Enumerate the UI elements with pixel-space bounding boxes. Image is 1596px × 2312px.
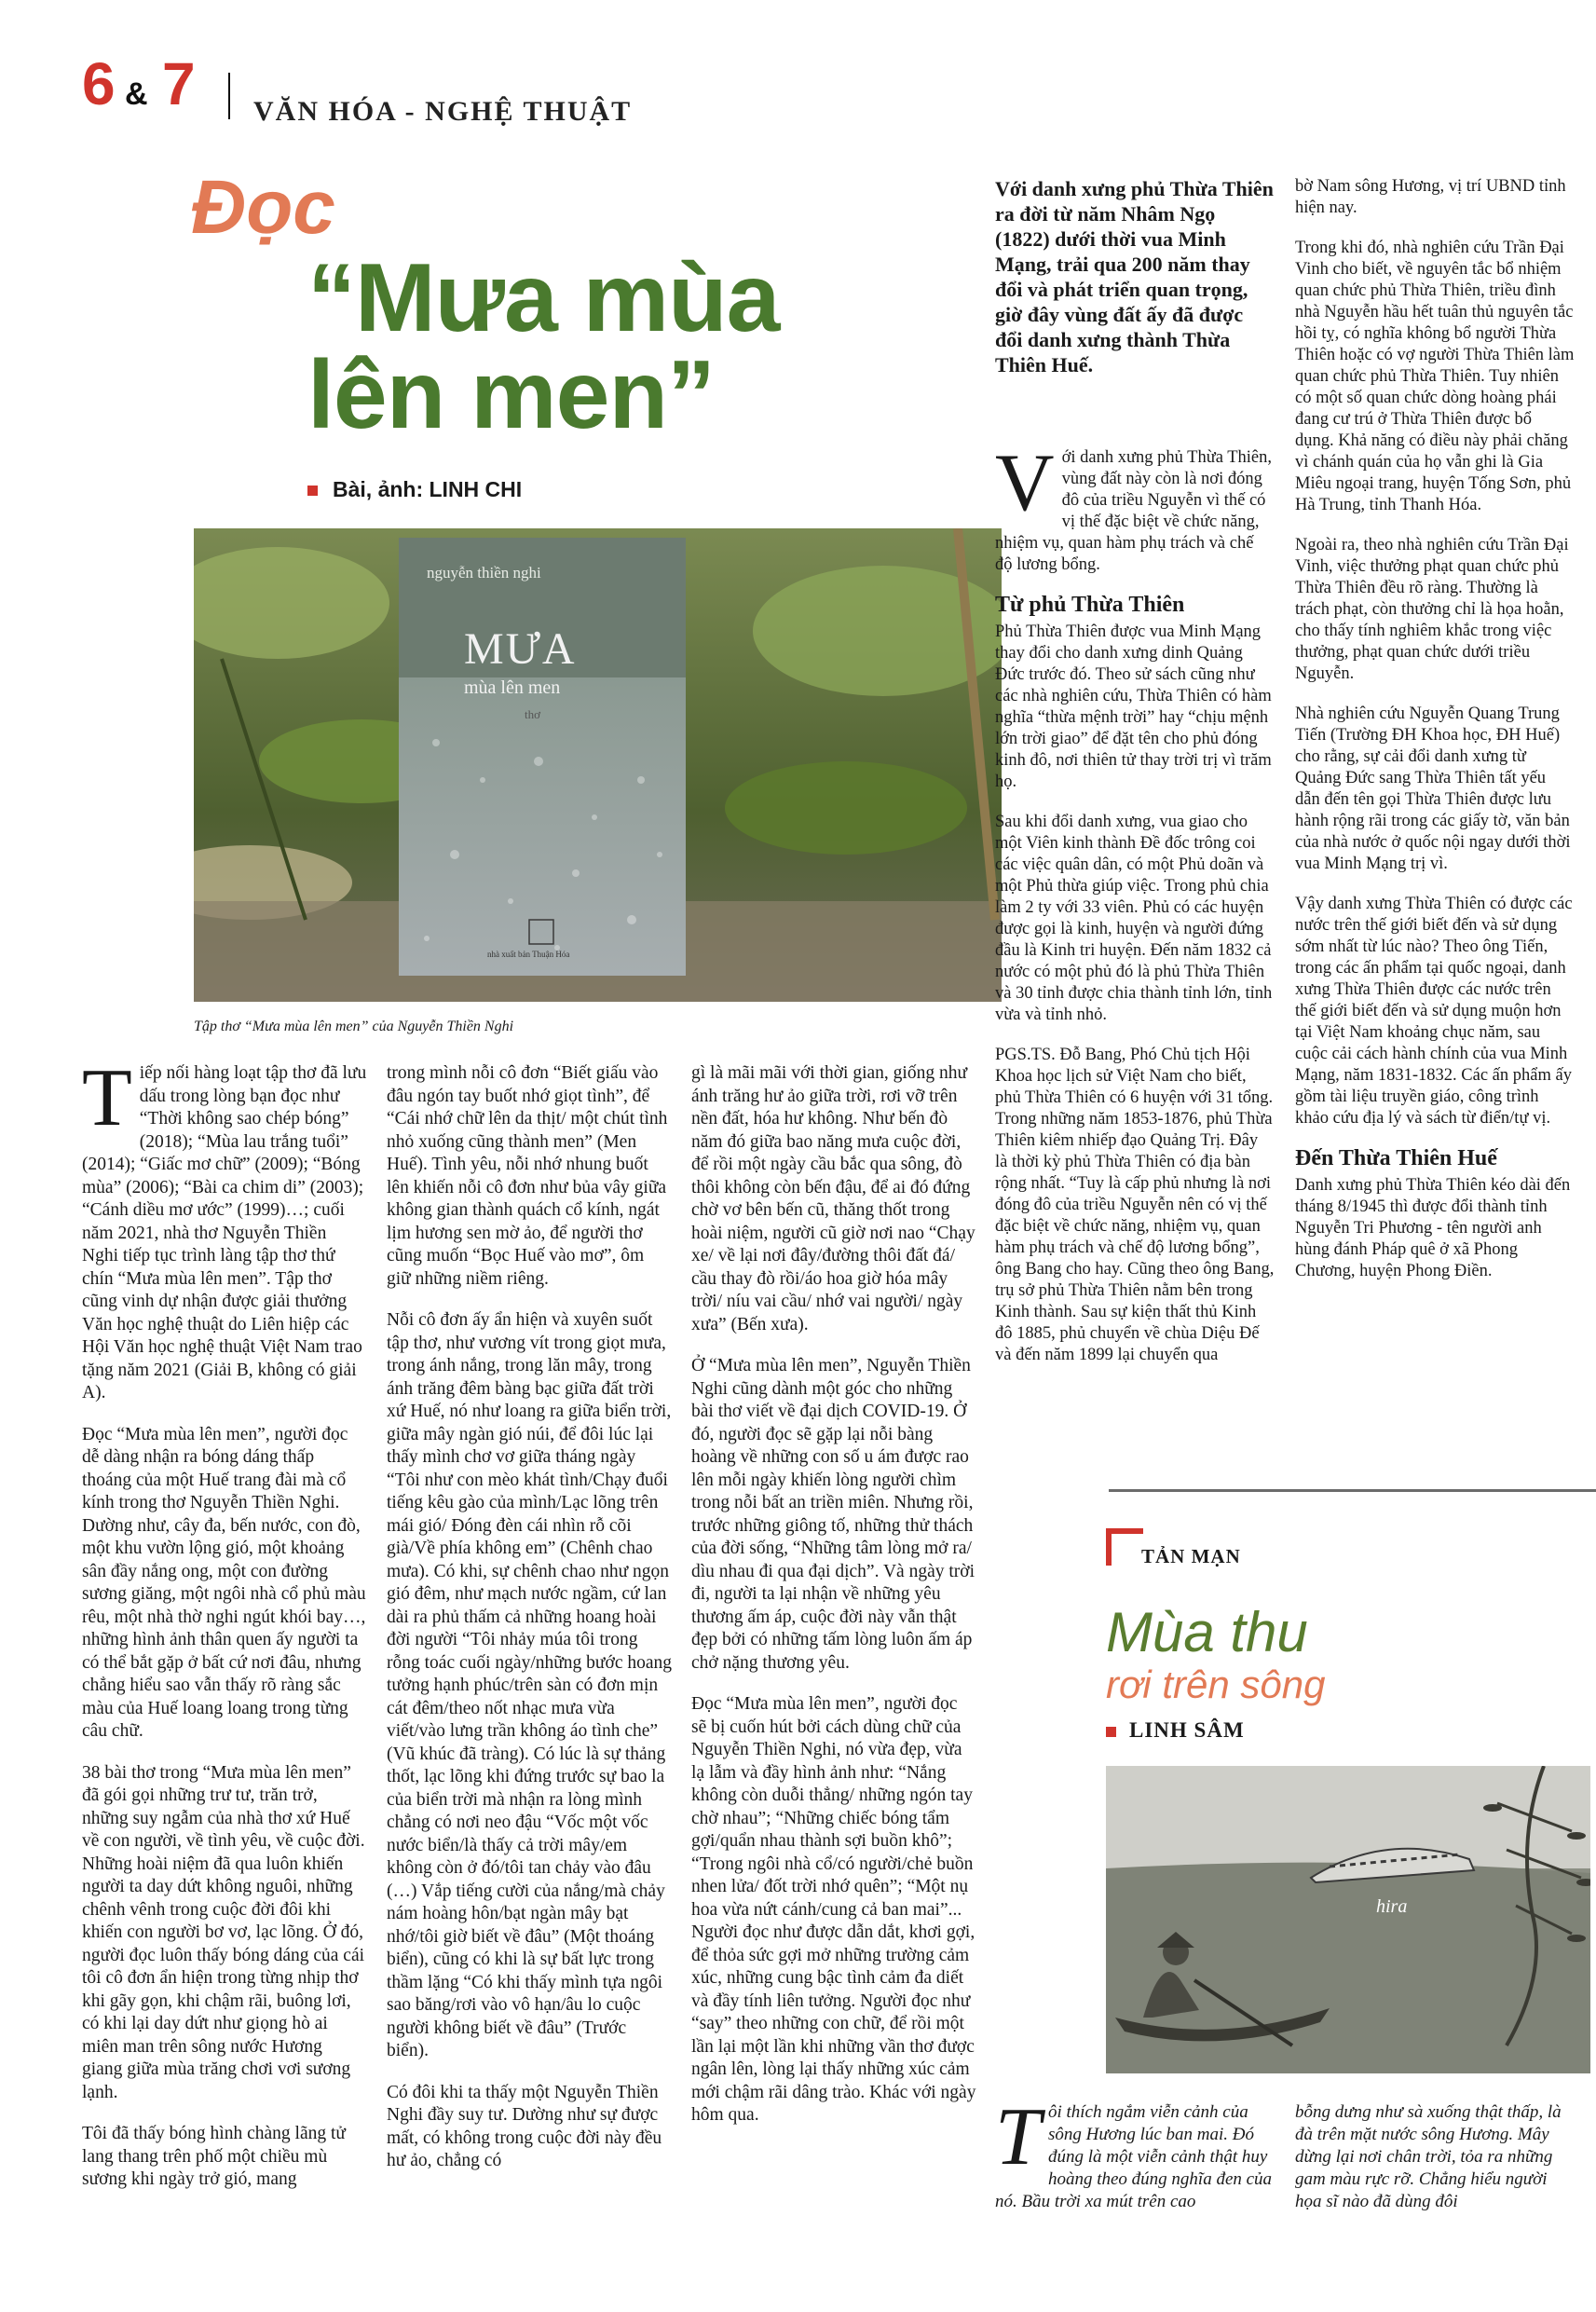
sidebar-author: LINH SÂM [1106, 1718, 1245, 1743]
sidebar-subtitle: rơi trên sông [1106, 1662, 1326, 1706]
book-cover-author: nguyễn thiền nghi [427, 564, 541, 581]
body-column-3 [691, 1062, 976, 2146]
paragraph: ới danh xưng phủ Thừa Thiên, vùng đất này còn là nơi đóng đô của triều Nguyễn vì thế có vị thế đặc biệt về chức năng, nhiệm vụ, quan hàm phụ trách và chế độ lương bổng. [995, 448, 1272, 574]
section-heading: Từ phủ Thừa Thiên [995, 593, 1185, 617]
photo-caption: Tập thơ “Mưa mùa lên men” của Nguyễn Thiền Nghi [194, 1019, 514, 1034]
paragraph: Phủ Thừa Thiên được vua Minh Mạng thay đổi cho danh xưng dinh Quảng Đức trước đó. Theo sử sách cũng như các nhà nghiên cứu, Thừa Thiên có hàm nghĩa “thừa mệnh trời” hay “chịu mệnh lớn trời giao” để đặt tên cho phủ đóng kinh đô, nơi thiên tử thay trời trị vì trăm họ. [995, 622, 1272, 791]
paragraph: iếp nối hàng loạt tập thơ đã lưu dấu trong lòng bạn đọc như “Thời không sao chép bóng” (2018); “Mùa lau trắng tuổi” (2014); “Giấc mơ chữ” (2009); “Bóng mùa” (2006); “Bài ca chim di” (2003); “Cánh diều mơ ước” (1999)…; cuối năm 2021, nhà thơ Nguyễn Thiền Nghi tiếp tục trình làng tập thơ thứ chín “Mưa mùa lên men”. Tập thơ cũng vinh dự nhận được giải thưởng Văn học nghệ thuật do Liên hiệp các Hội Văn học nghệ thuật Việt Nam trao tặng năm 2021 (Giải B, không có giải A). [82, 1063, 367, 1402]
paragraph: Đọc “Mưa mùa lên men”, người đọc sẽ bị cuốn hút bởi cách dùng chữ của Nguyễn Thiền Nghi, nó vừa đẹp, vừa lạ lẫm và đầy hình ảnh như: “Nắng không còn duỗi thẳng/ những ngón tay chờ nhau”; “Những chiếc bóng tẩm gợi/quẩn nhau thành sợi buồn khô”; “Trong ngôi nhà cổ/có người/chẻ buồn nhen lửa/ đốt trời nhớ quên”; “Một nụ hoa vừa nứt cánh/cung cả ban mai”... Người đọc như được dẫn dắt, khơi gợi, để thỏa sức gợi mở những trường cảm xúc, những cung bậc tình cảm đa diết và đầy tính liên tưởng. Người đọc như “say” theo những con chữ, để rồi một lần lại một lần khi những vần thơ được ngân lên, lòng lại thấy những xúc cảm mới chậm rãi dâng trào. Khác với ngày hôm qua. [691, 1694, 976, 2125]
illustration-signature: hira [1376, 1896, 1408, 1917]
book-cover-genre: thơ [525, 707, 540, 721]
book-cover-title: MƯA [464, 624, 577, 674]
paragraph: Ở “Mưa mùa lên men”, Nguyễn Thiền Nghi cũng dành một góc cho những bài thơ viết về đại dịch COVID-19. Ở đó, người đọc sẽ gặp lại nỗi bàng hoàng về những con số u ám được rao lên mỗi ngày khiến lòng người chìm trong nỗi bất an triền miên. Nhưng rồi, trước những giông tố, những thử thách của đời sống, “Những tâm lòng mở ra/ dìu nhau đi qua đại dịch”. Và ngày trời đi, người ta lại nhận về những yêu thương ấm áp, cuộc đời này vẫn thật đẹp bởi có những tấm lòng luôn ấm áp chở nặng thương yêu. [691, 1356, 975, 1673]
paragraph: ôi thích ngắm viễn cảnh của sông Hương lúc ban mai. Đó đúng là một viễn cảnh thật huy hoàng theo đúng nghĩa đen của nó. Bầu trời xa mút trên cao [995, 2102, 1273, 2211]
sidebar-top-rule [1109, 1489, 1596, 1492]
paragraph: gì là mãi mãi với thời gian, giống như ánh trăng hư ảo giữa trời, rơi vỡ trên nền đất, hóa hư không. Như bến đò năm đó giữa bao năng mưa cuộc đời, để rồi một ngày cầu bắc qua sông, đò thôi không còn bến đậu, để ai đó đứng chờ vơ bên bến cũ, thăng thốt trong hoài niệm, người cũ giờ nơi nao “Chạy xe/ về lại nơi đây/đường thôi đất đá/ cầu thay đò rồi/áo hoa giờ hóa mây trời/ níu vai cầu/ nhớ vai người/ ngày xưa” (Bến xưa). [691, 1063, 975, 1334]
drop-cap: T [995, 2092, 1041, 2182]
page-number-ampersand: & [125, 76, 148, 112]
book-cover-art [399, 538, 686, 976]
header-divider [228, 73, 230, 119]
paragraph: Tôi đã thấy bóng hình chàng lãng tử lang thang trên phố một chiều mù sương khi ngày trở gió, mang [82, 2124, 346, 2189]
page-number-right: 7 [162, 50, 196, 117]
drop-cap: T [82, 1053, 132, 1143]
body-column-2 [387, 1062, 672, 2192]
paragraph: Vậy danh xưng Thừa Thiên có được các nước trên thế giới biết đến và sử dụng sớm nhất từ lúc nào? Theo ông Tiến, trong các ấn phẩm tại quốc ngoại, danh xưng Thừa Thiên được các nước trên thế giới biết đến và sử dụng muộn hơn tại Việt Nam khoảng chục năm, sau cuộc cải cách hành chính của vua Minh Mạng, năm 1831-1832. Các ấn phẩm ấy gồm tài liệu truyền giáo, công trình khảo cứu địa lý và sách từ điển/tự vị. [1295, 895, 1573, 1128]
paragraph: PGS.TS. Đỗ Bang, Phó Chủ tịch Hội Khoa học lịch sử Việt Nam cho biết, phủ Thừa Thiên có 6 huyện với 31 tổng. Trong những năm 1853-1876, phủ Thừa Thiên kiêm nhiếp đạo Quảng Trị. Đây là thời kỳ phủ Thừa Thiên có địa bàn rộng nhất. “Tuy là cấp phủ nhưng là nơi đóng đô của triều Nguyễn nên có vị thế đặc biệt về chức năng, nhiệm vụ, quan hàm phụ trách và chế độ lương bổng”, ông Bang cho hay. Cũng theo ông Bang, trụ sở phủ Thừa Thiên nằm bên trong Kinh thành. Sau sự kiện thất thủ Kinh đô 1885, phủ chuyển về chùa Diệu Đế và đến năm 1899 lại chuyển qua [995, 1046, 1275, 1364]
body-column-1 [82, 1053, 367, 2210]
sidebar-text-left [995, 2092, 1275, 2213]
body-column-4 [995, 438, 1275, 1385]
body-column-5 [1295, 176, 1575, 1301]
article-photo [194, 528, 1002, 1002]
sidebar-title: Mùa thu [1106, 1601, 1308, 1663]
paragraph: Ngoài ra, theo nhà nghiên cứu Trần Đại Vinh, việc thưởng phạt quan chức phủ Thừa Thiên đều rõ ràng. Thường là trách phạt, còn thưởng chỉ là họa hoằn, cho thấy tính nghiêm khắc trong việc thưởng, phạt quan chức dưới triều Nguyễn. [1295, 536, 1569, 683]
paragraph: Sau khi đổi danh xưng, vua giao cho một Viên kinh thành Đề đốc trông coi các việc quân dân, có một Phủ doãn và một Phủ thừa giúp việc. Trong phủ chia làm 2 ty với 33 viên. Phủ có các huyện được gọi là kinh, huyện và người đứng đầu là Kinh tri huyện. Đến năm 1832 cả nước có một phủ đó là phủ Thừa Thiên và 30 tỉnh được chia thành tỉnh lớn, tỉnh vừa và tỉnh nhỏ. [995, 813, 1273, 1024]
paragraph: Danh xưng phủ Thừa Thiên kéo dài đến tháng 8/1945 thì được đổi thành tỉnh Nguyễn Tri Phương - tên người anh hùng đánh Pháp quê ở xã Phong Chương, huyện Phong Điền. [1295, 1176, 1571, 1280]
boat-on-river-illustration [1106, 1766, 1590, 2073]
sidebar-corner-mark [1106, 1528, 1143, 1566]
paragraph: bờ Nam sông Hương, vị trí UBND tỉnh hiện nay. [1295, 177, 1566, 217]
book-cover-publisher: nhà xuất bản Thuận Hóa [487, 950, 570, 959]
page-number-left: 6 [82, 50, 116, 117]
paragraph: 38 bài thơ trong “Mưa mùa lên men” đã gói gọi những trư tư, trăn trở, những suy ngẫm của nhà thơ xứ Huế về con người, về tình yêu, về cuộc đời. Những hoài niệm đã qua luôn khiến người ta day dứt không nguôi, những chênh vênh trong cuộc đời đôi khi khiến con người bơ vơ, lạc lõng. Ở đó, người đọc luôn thấy bóng dáng của cái tôi cô đơn ẩn hiện trong từng nhịp thơ khi gãy gọn, khi chậm rãi, buông lơi, có khi lại day dứt như giọng hò ai miên man trên sông nước Hương giang giữa mùa trăng chơi vơi sương lạnh. [82, 1762, 365, 2102]
article-kicker: Đọc [191, 165, 335, 250]
book-cover [399, 538, 686, 976]
section-heading: Đến Thừa Thiên Huế [1295, 1146, 1497, 1170]
article-lead: Với danh xưng phủ Thừa Thiên ra đời từ năm Nhâm Ngọ (1822) dưới thời vua Minh Mạng, trải qua 200 năm thay đổi và phát triển quan trọng, giờ đây vùng đất ấy đã được đổi danh xưng thành Thừa Thiên Huế. [995, 177, 1274, 376]
paragraph: Có đôi khi ta thấy một Nguyễn Thiền Nghi đầy suy tư. Dường như sự được mất, có không trong cuộc đời này đều hư ảo, chẳng có [387, 2082, 662, 2170]
paragraph: Nhà nghiên cứu Nguyễn Quang Trung Tiến (Trường ĐH Khoa học, ĐH Huế) cho rằng, sự cải đổi danh xưng từ Quảng Đức sang Thừa Thiên tất yếu dẫn đến tên gọi Thừa Thiên được lưu hành rộng rãi trong các giấy tờ, văn bản của nhà nước ở quốc nội ngay dưới thời vua Minh Mạng trị vì. [1295, 705, 1571, 873]
sidebar-text-right: bỗng dưng như sà xuống thật thấp, là đà trên mặt nước sông Hương. Mây dừng lại nơi chân trời, tỏa ra những gam màu rực rỡ. Chẳng hiểu người họa sĩ nào đã dùng đôi [1295, 2102, 1562, 2211]
paragraph: Đọc “Mưa mùa lên men”, người đọc dễ dàng nhận ra bóng dáng thấp thoáng của một Huế trang đài mà cổ kính trong thơ Nguyễn Thiền Nghi. Dường như, cây đa, bến nước, con đò, một khu vườn lộng gió, một khoảng sân đầy nắng ong, một con đường sương giăng, một ngôi nhà cổ phủ màu rêu, một nhà thờ nghi ngút khói bay…, những hình ảnh thân quen ấy người ta có thể bắt gặp ở bất cứ nơi đâu, nhưng chẳng hiểu sao vẫn thấy rõ ràng sắc màu của Huế loang loang trong từng câu chữ. [82, 1424, 366, 1741]
paragraph: Trong khi đó, nhà nghiên cứu Trần Đại Vinh cho biết, về nguyên tắc bổ nhiệm quan chức phủ Thừa Thiên, triều đình nhà Nguyễn hầu hết tuân thủ nguyên tắc hồi tỵ, có nghĩa không bổ người Thừa Thiên hoặc có vợ người Thừa Thiên làm quan chức phủ Thừa Thiên. Tuy nhiên có một số quan chức dòng hoàng phái đang cư trú ở Thừa Thiên được bổ dụng. Khả năng có điều này phải chăng vì chánh quán của họ vẫn ghi là Gia Miêu ngoại trang, huyện Tống Sơn, phủ Hà Trung, tỉnh Thanh Hóa. [1295, 239, 1575, 514]
drop-cap: V [995, 438, 1055, 528]
paragraph: Nỗi cô đơn ấy ẩn hiện và xuyên suốt tập thơ, như vương vít trong giọt mưa, trong ánh nắng, trong lăn mây, trong ánh trăng đêm bàng bạc giữa đất trời xứ Huế, nó như loang ra giữa biển trời, giữa mây ngàn gió núi, để đôi lúc lại thấy mình chơ vơ giữa tháng ngày “Tôi như con mèo khát tình/Chạy đuổi tiếng kêu gào của mình/Lạc lõng trên mái gió/ Đóng đèn cái nhìn rỗ cõi già/Về phía không em” (Chênh chao mưa). Có khi, sự chênh chao như ngọn gió đêm, như mạch nước ngầm, cứ lan dài ra phủ thấm cả những hoang hoài đời người “Tôi nhảy múa tôi trong rỗng toác cuối ngày/những bước hoang tưởng hạnh phúc/trên sàn có đơn mịn cát đêm/theo nốt nhạc mưa vừa viết/vào lưng trần không áo tình che” (Vũ khúc đã tràng). Có lúc là sự thảng thốt, lạc lõng khi đứng trước sự bao la của biển trời mà nhận ra lòng mình chẳng có nơi neo đậu “Vốc một vốc nước biển/là thấy cả trời mây/em không còn ở đó/tôi tan chảy vào đâu (…) Vắp tiếng cười của nắng/mà chảy nám hoàng hôn/bạt ngàn mây bạt nhớ/tôi giờ biết về đâu” (Một thoáng biển), cũng có khi là sự bất lực trong thầm lặng “Có khi thấy mình tựa ngôi sao băng/rơi vào vô hạn/âu lo cuộc người không biết về đâu” (Trước biển). [387, 1310, 673, 2060]
article-title: “Mưa mùa lên men” [307, 244, 780, 449]
sidebar-illustration [1106, 1766, 1590, 2073]
book-cover-subtitle: mùa lên men [464, 677, 561, 698]
paragraph: trong mình nỗi cô đơn “Biết giấu vào đâu ngón tay buốt nhớ giọt tình”, để “Cái nhớ chữ lên da thịt/ một chút tình nhỏ xuống cũng thành men” (Men Huế). Tình yêu, nỗi nhớ nhung buốt lên khiến nỗi cô đơn như bủa vây giữa không gian thành quách cổ kính, ngát lịm hương sen mờ ảo, để người thơ cũng muốn “Bọc Huế vào mơ”, ôm giữ những niềm riêng. [387, 1063, 668, 1289]
section-title: VĂN HÓA - NGHỆ THUẬT [253, 96, 633, 127]
article-byline: Bài, ảnh: LINH CHI [307, 477, 522, 502]
sidebar-label: TẢN MẠN [1141, 1545, 1241, 1567]
